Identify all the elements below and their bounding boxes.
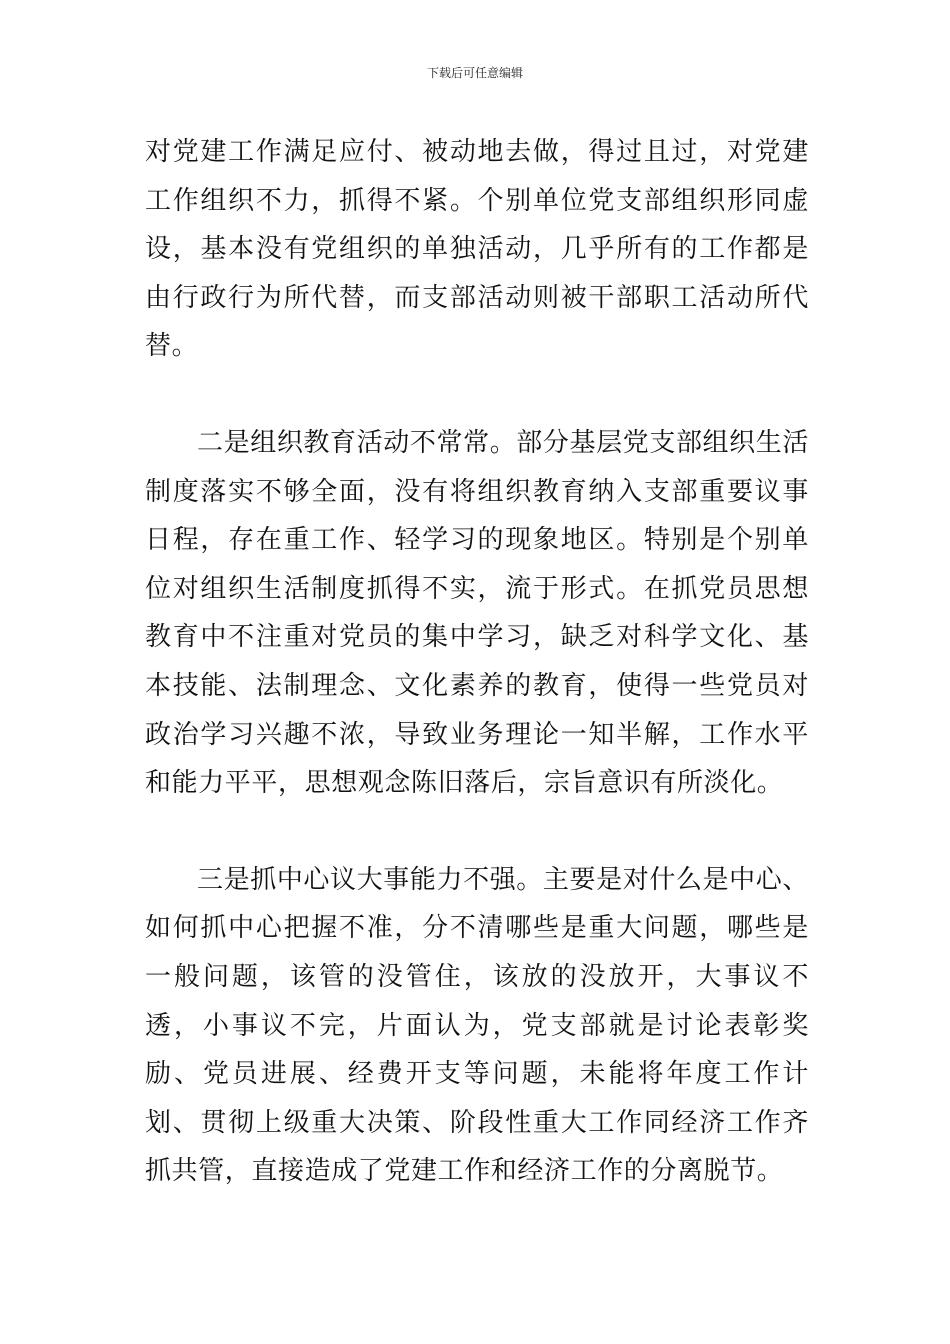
paragraph-organization-education: 二是组织教育活动不常常。部分基层党支部组织生活制度落实不够全面，没有将组织教育纳入支部重要议事日程，存在重工作、轻学习的现象地区。特别是个别单位对组织生活制度抓得不实，流于形式。在抓党员思想教育中不注重对党员的集中学习，缺乏对科学文化、基本技能、法制理念、文化素养的教育，使得一些党员对政治学习兴趣不浓，导致业务理论一知半解，工作水平和能力平平，思想观念陈旧落后，宗旨意识有所淡化。 [145,427,809,799]
paragraph-central-issues: 三是抓中心议大事能力不强。主要是对什么是中心、如何抓中心把握不准，分不清哪些是重大问题，哪些是一般问题，该管的没管住，该放的没放开，大事议不透，小事议不完，片面认为，党支部就是讨论表彰奖励、党员进展、经费开支等问题，未能将年度工作计划、贯彻上级重大决策、阶段性重大工作同经济工作齐抓共管，直接造成了党建工作和经济工作的分离脱节。 [145,864,809,1187]
document-body [145,128,809,1196]
paragraph-continuation: 对党建工作满足应付、被动地去做，得过且过，对党建工作组织不力，抓得不紧。个别单位党支部组织形同虚设，基本没有党组织的单独活动，几乎所有的工作都是由行政行为所代替，而支部活动则被干部职工活动所代替。 [145,137,809,362]
header-note: 下载后可任意编辑 [426,66,523,80]
